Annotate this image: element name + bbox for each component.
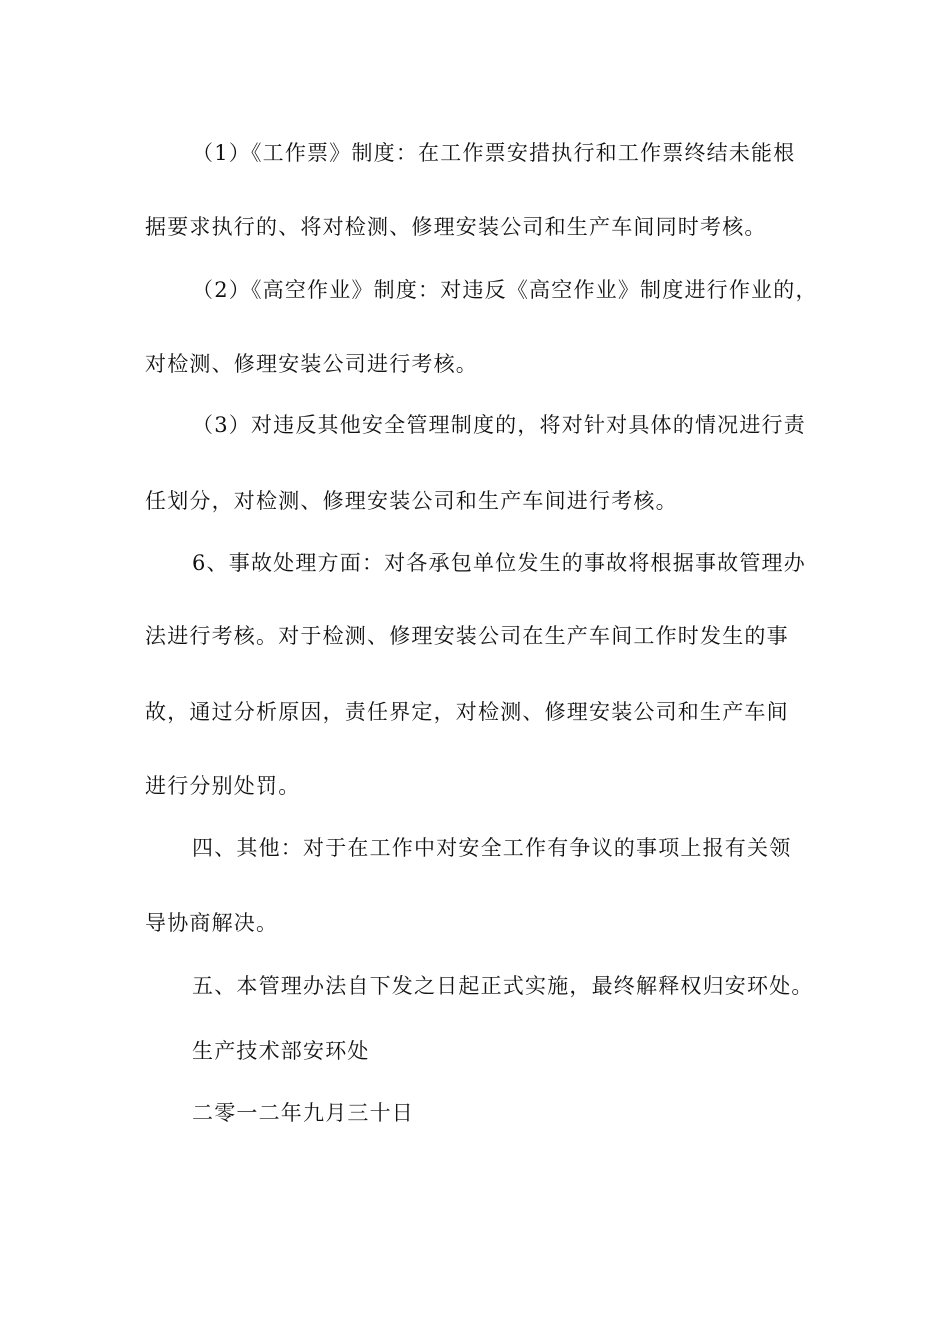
signature-date: 二零一二年九月三十日 xyxy=(192,1101,414,1125)
paragraph-line: （2）《高空作业》制度：对违反《高空作业》制度进行作业的， xyxy=(192,278,818,302)
paragraph-line: 四、其他：对于在工作中对安全工作有争议的事项上报有关领 xyxy=(192,836,792,860)
paragraph-line: 进行分别处罚。 xyxy=(145,774,301,798)
paragraph-line: （1）《工作票》制度：在工作票安措执行和工作票终结未能根 xyxy=(192,141,796,165)
paragraph-line: 故，通过分析原因，责任界定，对检测、修理安装公司和生产车间 xyxy=(145,700,789,724)
paragraph-line: 法进行考核。对于检测、修理安装公司在生产车间工作时发生的事 xyxy=(145,624,789,648)
paragraph-line: 6、事故处理方面：对各承包单位发生的事故将根据事故管理办 xyxy=(192,551,806,575)
paragraph-line: 对检测、修理安装公司进行考核。 xyxy=(145,352,478,376)
paragraph-line: 五、本管理办法自下发之日起正式实施，最终解释权归安环处。 xyxy=(192,974,814,998)
signature-department: 生产技术部安环处 xyxy=(192,1039,370,1063)
paragraph-line: 导协商解决。 xyxy=(145,911,279,935)
paragraph-line: 任划分，对检测、修理安装公司和生产车间进行考核。 xyxy=(145,489,678,513)
paragraph-line: 据要求执行的、将对检测、修理安装公司和生产车间同时考核。 xyxy=(145,215,767,239)
paragraph-line: （3）对违反其他安全管理制度的，将对针对具体的情况进行责 xyxy=(192,413,806,437)
